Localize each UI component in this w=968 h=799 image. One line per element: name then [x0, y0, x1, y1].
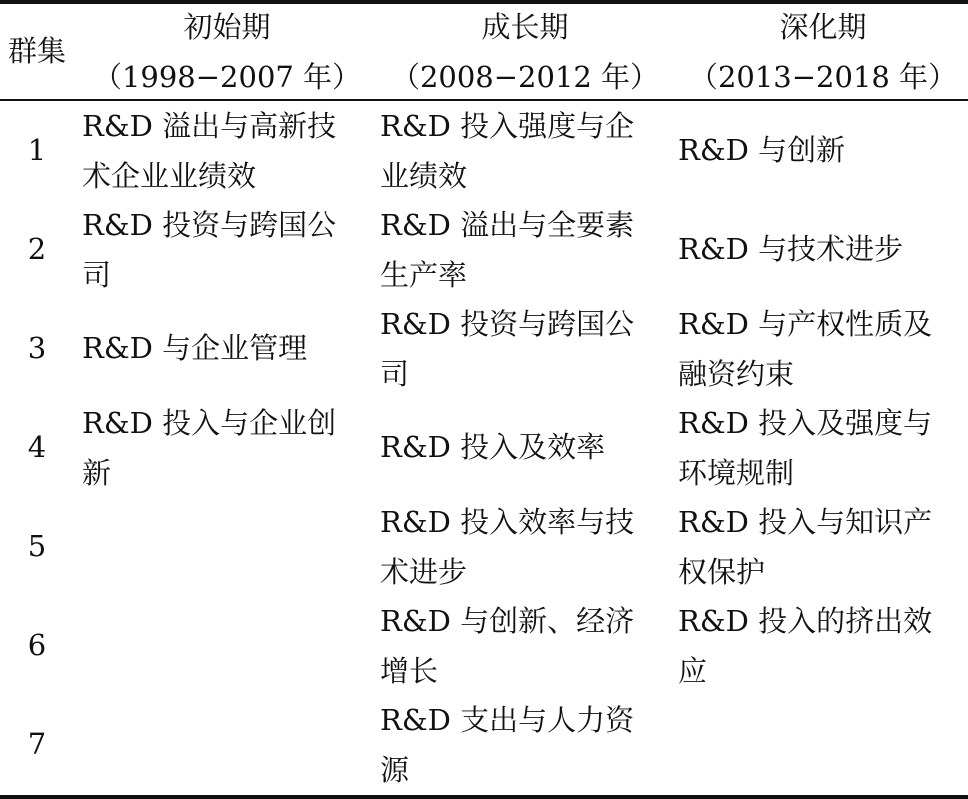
header-period-2-name: 成长期 [481, 10, 569, 44]
cell-text-line: 新 [82, 456, 112, 490]
cluster-number: 7 [27, 727, 47, 761]
cell-text-line: 环境规制 [678, 456, 795, 490]
header-period-2-years: （2008−2012 年） [390, 60, 660, 94]
table-bottom-rule [0, 795, 968, 799]
header-period-3-name: 深化期 [779, 10, 867, 44]
cell-text-line: R&D 与企业管理 [82, 331, 308, 365]
table-cell-c2 [380, 422, 670, 472]
table-cell-c2 [380, 596, 670, 696]
cell-text-line: 融资约束 [678, 357, 795, 391]
cell-text-line: R&D 与产权性质及 [678, 307, 933, 341]
cluster-number: 2 [27, 232, 47, 266]
cell-text-line: 术企业业绩效 [82, 159, 257, 193]
cluster-number: 1 [27, 133, 47, 167]
table-cell-c2 [380, 299, 670, 399]
table-cell-c2 [380, 695, 670, 795]
cell-text-line: 应 [678, 654, 708, 688]
cell-text-line: R&D 溢出与高新技 [82, 109, 337, 143]
cell-text-line: R&D 投入的挤出效 [678, 604, 933, 638]
header-period-1-years: （1998−2007 年） [92, 60, 362, 94]
cluster-number: 4 [27, 430, 47, 464]
cell-text-line: 源 [380, 753, 410, 787]
cell-text-line: R&D 溢出与全要素 [380, 208, 635, 242]
cell-text-line: R&D 投入及强度与 [678, 406, 933, 440]
table-cell-c3 [678, 596, 968, 696]
table-cell-c1 [82, 398, 372, 498]
table-cell-c3 [678, 224, 968, 274]
cell-text-line: 权保护 [678, 555, 766, 589]
cell-text-line: R&D 投入效率与技 [380, 505, 635, 539]
cell-text-line: R&D 投入与知识产 [678, 505, 933, 539]
table-cell-c2 [380, 200, 670, 300]
cell-text-line: R&D 与技术进步 [678, 232, 904, 266]
cluster-number: 3 [27, 331, 47, 365]
cell-text-line: R&D 支出与人力资 [380, 703, 635, 737]
cell-text-line: R&D 与创新、经济 [380, 604, 635, 638]
header-cluster-label: 群集 [7, 34, 66, 68]
cell-text-line: R&D 投入与企业创 [82, 406, 337, 440]
header-period-3-years: （2013−2018 年） [688, 60, 958, 94]
table-cell-c1 [82, 200, 372, 300]
cell-text-line: R&D 与创新 [678, 133, 846, 167]
cluster-number: 5 [27, 529, 47, 563]
cell-text-line: 司 [82, 258, 112, 292]
table-cell-c3 [678, 299, 968, 399]
cluster-number: 6 [27, 628, 47, 662]
table-cell-c3 [678, 497, 968, 597]
cell-text-line: 业绩效 [380, 159, 468, 193]
table-cell-c3 [678, 398, 968, 498]
table-cell-c2 [380, 101, 670, 201]
cell-text-line: 司 [380, 357, 410, 391]
cell-text-line: 术进步 [380, 555, 468, 589]
table-cell-c3 [678, 125, 968, 175]
cell-text-line: R&D 投资与跨国公 [380, 307, 635, 341]
table-cell-c2 [380, 497, 670, 597]
cell-text-line: R&D 投入及效率 [380, 430, 606, 464]
cell-text-line: R&D 投入强度与企 [380, 109, 635, 143]
header-period-1-name: 初始期 [183, 10, 271, 44]
cell-text-line: 生产率 [380, 258, 468, 292]
cell-text-line: R&D 投资与跨国公 [82, 208, 337, 242]
table-cell-c1 [82, 101, 372, 201]
table-cell-c1 [82, 323, 372, 373]
cell-text-line: 增长 [380, 654, 439, 688]
